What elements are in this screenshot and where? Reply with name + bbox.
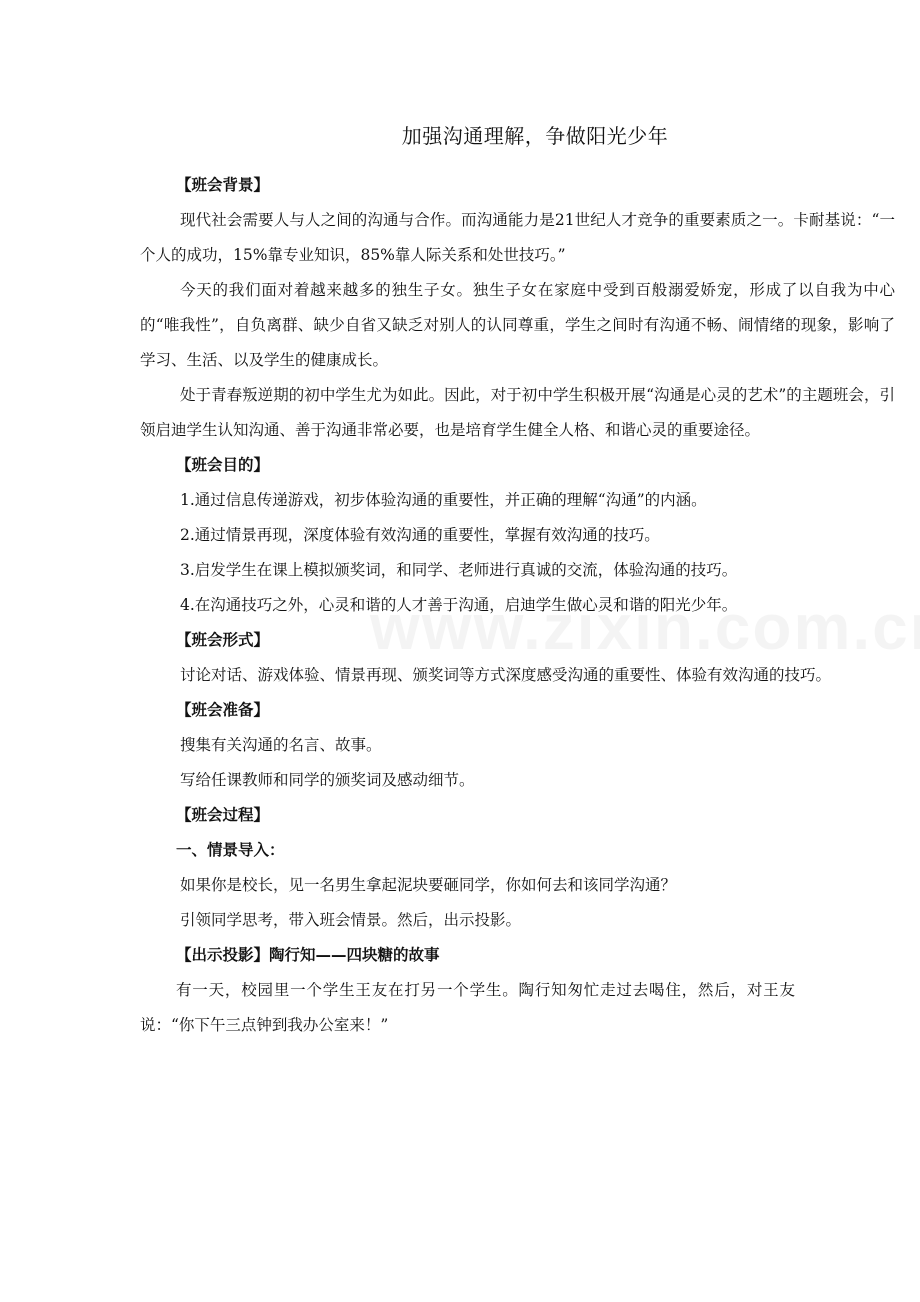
form-paragraph: 讨论对话、游戏体验、情景再现、颁奖词等方式深度感受沟通的重要性、体验有效沟通的技巧。 [180, 666, 832, 684]
background-paragraph-2: 今天的我们面对着越来越多的独生子女。独生子女在家庭中受到百般溺爱娇宠，形成了以自我为中心的“唯我性”，自负离群、缺少自省又缺乏对别人的认同尊重，学生之间时有沟通不畅、闹情绪的现象，影响了学习、生活、以及学生的健康成长。 [140, 281, 895, 369]
preparation-item-2: 写给任课教师和同学的颁奖词及感动细节。 [180, 771, 475, 789]
projection-heading: 【出示投影】陶行知——四块糖的故事 [176, 946, 440, 964]
purpose-item-1: 1.通过信息传递游戏，初步体验沟通的重要性，并正确的理解“沟通”的内涵。 [180, 491, 707, 509]
section-heading-background: 【班会背景】 [176, 176, 270, 194]
purpose-item-4: 4.在沟通技巧之外，心灵和谐的人才善于沟通，启迪学生做心灵和谐的阳光少年。 [180, 596, 738, 614]
process-subheading: 一、情景导入： [176, 841, 285, 859]
section-heading-preparation: 【班会准备】 [176, 701, 270, 719]
section-heading-purpose: 【班会目的】 [176, 456, 270, 474]
process-item-2: 引领同学思考，带入班会情景。然后，出示投影。 [180, 911, 522, 929]
story-paragraph: 有一天，校园里一个学生王友在打另一个学生。陶行知匆忙走过去喝住，然后，对王友说：“你下午三点钟到我办公室来！” [140, 981, 795, 1034]
section-heading-process: 【班会过程】 [176, 806, 270, 824]
document-title: 加强沟通理解，争做阳光少年 [401, 124, 669, 148]
background-paragraph-1: 现代社会需要人与人之间的沟通与合作。而沟通能力是21世纪人才竞争的重要素质之一。卡耐基说：“一个人的成功，15%靠专业知识，85%靠人际关系和处世技巧。” [140, 211, 895, 264]
purpose-item-2: 2.通过情景再现，深度体验有效沟通的重要性，掌握有效沟通的技巧。 [180, 526, 660, 544]
document-body [140, 168, 895, 1043]
section-heading-form: 【班会形式】 [176, 631, 270, 649]
preparation-item-1: 搜集有关沟通的名言、故事。 [180, 736, 382, 754]
process-item-1: 如果你是校长，见一名男生拿起泥块要砸同学，你如何去和该同学沟通？ [180, 876, 677, 894]
background-paragraph-3: 处于青春叛逆期的初中学生尤为如此。因此，对于初中学生积极开展“沟通是心灵的艺术”的主题班会，引领启迪学生认知沟通、善于沟通非常必要，也是培育学生健全人格、和谐心灵的重要途径。 [140, 386, 895, 439]
purpose-item-3: 3.启发学生在课上模拟颁奖词，和同学、老师进行真诚的交流，体验沟通的技巧。 [180, 561, 738, 579]
